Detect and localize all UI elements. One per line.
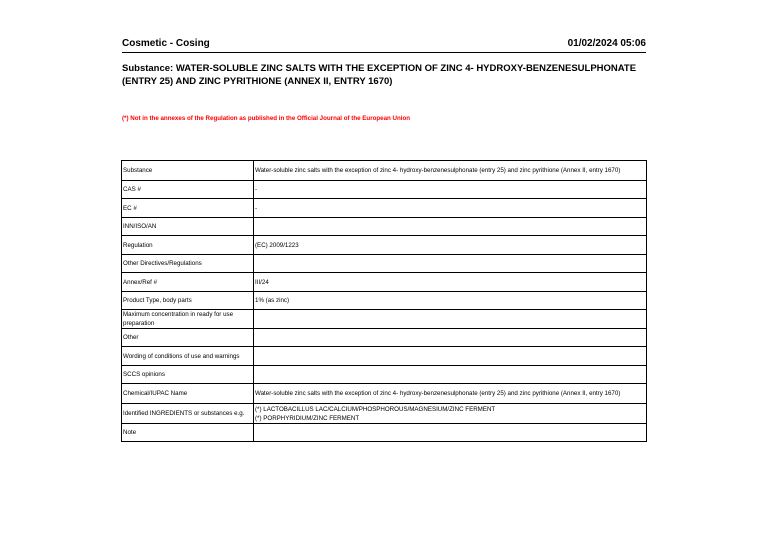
row-value: 1% (as zinc) xyxy=(254,292,647,310)
row-label: SCCS opinions xyxy=(122,366,254,384)
row-value xyxy=(254,255,647,273)
table-row xyxy=(122,404,647,424)
row-label: Chemical/IUPAC Name xyxy=(122,384,254,404)
row-label: INN/ISO/AN xyxy=(122,218,254,236)
table-row xyxy=(122,366,647,384)
row-value: (EC) 2009/1223 xyxy=(254,236,647,255)
table-row xyxy=(122,181,647,199)
row-label: Identified INGREDIENTS or substances e.g. xyxy=(122,404,254,424)
row-label: Other Directives/Regulations xyxy=(122,255,254,273)
row-value xyxy=(254,404,647,424)
row-label: Note xyxy=(122,424,254,442)
table-row xyxy=(122,347,647,366)
row-value: Water-soluble zinc salts with the exception of zinc 4- hydroxy-benzenesulphonate (entry 25) and zinc pyrithione (Annex II, entry 1670) xyxy=(254,384,647,404)
table-row xyxy=(122,236,647,255)
table-row xyxy=(122,310,647,329)
row-value xyxy=(254,366,647,384)
row-value xyxy=(254,310,647,329)
row-value: III/24 xyxy=(254,273,647,292)
row-value xyxy=(254,329,647,347)
row-value xyxy=(254,347,647,366)
table-row xyxy=(122,255,647,273)
row-label: Other xyxy=(122,329,254,347)
row-value xyxy=(254,424,647,442)
row-label: EC # xyxy=(122,199,254,218)
table-row xyxy=(122,161,647,181)
table-row xyxy=(122,218,647,236)
annex-disclaimer: (*) Not in the annexes of the Regulation as published in the Official Journal of the European Union xyxy=(122,115,411,122)
substance-details-table xyxy=(121,160,647,442)
row-label: Regulation xyxy=(122,236,254,255)
ingredient-line: (*) LACTOBACILLUS LAC/CALCIUM/PHOSPHOROUS/MAGNESIUM/ZINC FERMENT xyxy=(255,405,496,413)
row-value xyxy=(254,218,647,236)
table-row xyxy=(122,329,647,347)
app-title: Cosmetic - Cosing xyxy=(122,38,210,49)
page-header xyxy=(122,38,646,53)
row-label: Product Type, body parts xyxy=(122,292,254,310)
ingredient-line: (*) PORPHYRIDIUM/ZINC FERMENT xyxy=(255,414,360,422)
table-row xyxy=(122,424,647,442)
row-value: - xyxy=(254,199,647,218)
print-datetime: 01/02/2024 05:06 xyxy=(567,38,646,49)
substance-heading: Substance: WATER-SOLUBLE ZINC SALTS WITH THE EXCEPTION OF ZINC 4- HYDROXY-BENZENESULPHONATE (ENTRY 25) AND ZINC PYRITHIONE (ANNEX II, ENTRY 1670) xyxy=(122,63,637,87)
row-label: Substance xyxy=(122,161,254,181)
row-label: Wording of conditions of use and warnings xyxy=(122,347,254,366)
row-value: Water-soluble zinc salts with the exception of zinc 4- hydroxy-benzenesulphonate (entry 25) and zinc pyrithione (Annex II, entry 1670) xyxy=(254,161,647,181)
row-value: - xyxy=(254,181,647,199)
table-row xyxy=(122,273,647,292)
row-label: CAS # xyxy=(122,181,254,199)
table-row xyxy=(122,292,647,310)
row-label: Maximum concentration in ready for use preparation xyxy=(122,310,254,329)
table-row xyxy=(122,384,647,404)
table-row xyxy=(122,199,647,218)
row-label: Annex/Ref # xyxy=(122,273,254,292)
